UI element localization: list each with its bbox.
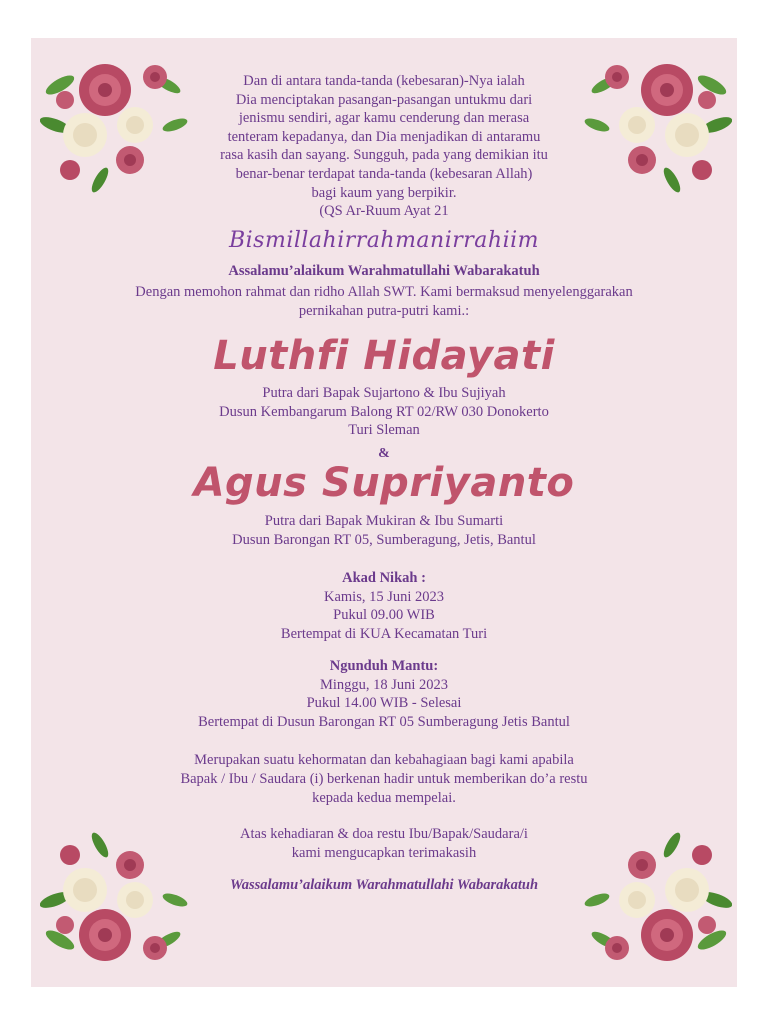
intro-line: pernikahan putra-putri kami.: (298, 302, 470, 319)
unduh-title: Ngunduh Mantu: (329, 658, 439, 674)
groom-address: Dusun Barongan RT 05, Sumberagung, Jetis, Bantul (232, 531, 536, 548)
closing-salam: Wassalamu’alaikum Warahmatullahi Wabarakatuh (229, 877, 539, 893)
invitation-text (0, 751, 768, 808)
thanks-line: kami mengucapkan terimakasih (291, 845, 477, 861)
bride-address: Turi Sleman (348, 422, 420, 438)
akad-place: Bertempat di KUA Kecamatan Turi (280, 625, 488, 642)
bride-details (0, 384, 768, 440)
salam-greeting: Assalamu’alaikum Warahmatullahi Wabarakatuh (228, 263, 540, 279)
bride-parents: Putra dari Bapak Sujartono & Ibu Sujiyah (262, 385, 506, 401)
verse-line: rasa kasih dan sayang. Sungguh, pada yang demikian itu (220, 147, 548, 164)
verse-line: Dia menciptakan pasangan-pasangan untukmu dari (235, 91, 533, 108)
intro-line: Dengan memohon rahmat dan ridho Allah SWT. Kami bermaksud menyelenggarakan (135, 284, 633, 300)
akad-date: Kamis, 15 Juni 2023 (323, 588, 445, 605)
ampersand: & (378, 446, 390, 461)
bride-address: Dusun Kembangarum Balong RT 02/RW 030 Donokerto (219, 403, 549, 420)
thanks-line: Atas kehadiaran & doa restu Ibu/Bapak/Saudara/i (240, 826, 528, 842)
invite-line: kepada kedua mempelai. (312, 790, 456, 806)
unduh-date: Minggu, 18 Juni 2023 (319, 676, 449, 693)
groom-name: Agus Supriyanto (193, 460, 575, 506)
verse-line: bagi kaum yang berpikir. (311, 184, 457, 201)
intro-text (0, 283, 768, 320)
bismillah-heading: Bismillahirrahmanirrahiim (228, 228, 540, 253)
unduh-time: Pukul 14.00 WIB - Selesai (306, 695, 462, 711)
unduh-place: Bertempat di Dusun Barongan RT 05 Sumberagung Jetis Bantul (198, 713, 570, 730)
invite-line: Merupakan suatu kehormatan dan kebahagiaan bagi kami apabila (194, 752, 574, 768)
akad-title: Akad Nikah : (342, 570, 426, 586)
akad-time: Pukul 09.00 WIB (333, 607, 435, 623)
bride-name: Luthfi Hidayati (213, 333, 555, 379)
groom-details (0, 512, 768, 549)
verse-line: jenismu sendiri, agar kamu cenderung dan merasa (238, 110, 530, 127)
quran-verse (0, 72, 768, 221)
verse-reference: (QS Ar-Ruum Ayat 21 (319, 203, 449, 220)
verse-line: benar-benar terdapat tanda-tanda (kebesaran Allah) (235, 165, 533, 182)
verse-line: Dan di antara tanda-tanda (kebesaran)-Nya ialah (243, 73, 525, 89)
groom-parents: Putra dari Bapak Mukiran & Ibu Sumarti (264, 513, 504, 529)
akad-nikah-section (0, 569, 768, 643)
invite-line: Bapak / Ibu / Saudara (i) berkenan hadir untuk memberikan do’a restu (180, 771, 588, 787)
ngunduh-mantu-section (0, 657, 768, 731)
thanks-text (0, 825, 768, 863)
verse-line: tenteram kepadanya, dan Dia menjadikan di antaramu (227, 128, 541, 145)
